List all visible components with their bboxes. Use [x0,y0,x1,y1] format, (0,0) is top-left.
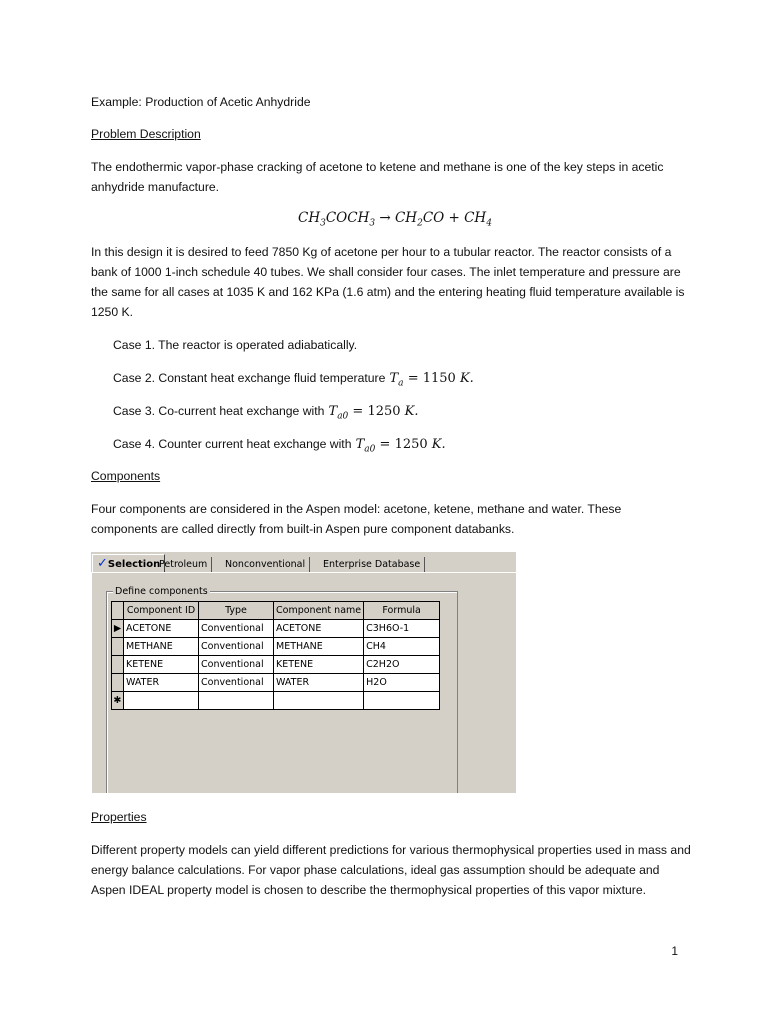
case-3-text: Case 3. Co-current heat exchange with [113,404,325,418]
current-row-arrow-icon: ▶ [112,620,124,638]
case-4-text: Case 4. Counter current heat exchange with [113,437,352,451]
doc-title: Example: Production of Acetic Anhydride [91,95,311,109]
column-header-component-name[interactable]: Component name [274,602,364,620]
tab-selection-label: Selection [107,559,161,570]
row-header-corner [112,602,124,620]
cell-component-id[interactable] [124,692,199,710]
cell-formula[interactable]: C2H2O [364,656,440,674]
tab-divider [91,572,516,573]
tab-nonconventional[interactable]: Nonconventional [221,557,310,572]
cell-component-name[interactable]: KETENE [274,656,364,674]
column-header-formula[interactable]: Formula [364,602,440,620]
cell-formula[interactable] [364,692,440,710]
case-4: Case 4. Counter current heat exchange with $T_{a0} = 1250$ K. [113,437,446,455]
heading-problem-description: Problem Description [91,127,201,141]
new-row-asterisk-icon: ✱ [112,692,124,710]
case-2-text: Case 2. Constant heat exchange fluid temperature [113,371,386,385]
cell-type[interactable]: Conventional [199,674,274,692]
case-4-value: 1250 [394,437,428,452]
checkmark-icon: ✓ [97,556,108,571]
row-header [112,656,124,674]
cell-component-id[interactable]: WATER [124,674,199,692]
define-components-label: Define components [115,586,208,597]
paragraph-properties: Different property models can yield different predictions for various thermophysical properties used in mass and energy balance calculations. For vapor phase calculations, ideal gas assumption should be adequate and Aspen IDEAL property model is chosen to describe the thermophysical properties of this vapor mixture. [91,843,691,897]
row-header [112,674,124,692]
tab-enterprise-database[interactable]: Enterprise Database [319,557,425,572]
new-row[interactable] [112,692,440,710]
paragraph-design: In this design it is desired to feed 7850 Kg of acetone per hour to a tubular reactor. The reactor consists of a bank of 1000 1-inch schedule 40 tubes. We shall consider four cases. The inlet temperature and pressure are the same for all cases at 1035 K and 162 KPa (1.6 atm) and the entering heating fluid temperature available is 1250 K. [91,245,685,319]
table-header-row [112,602,440,620]
case-3: Case 3. Co-current heat exchange with $T_{a0} = 1250$ K. [113,404,419,422]
cell-component-name[interactable] [274,692,364,710]
cell-formula[interactable]: C3H6O-1 [364,620,440,638]
cell-component-name[interactable]: WATER [274,674,364,692]
panel-border [91,572,92,793]
case-2: Case 2. Constant heat exchange fluid temperature $T_a = 1150$ K. [113,371,474,389]
paragraph-components: Four components are considered in the Aspen model: acetone, ketene, methane and water. These components are called directly from built-in Aspen pure component databanks. [91,502,622,536]
cell-component-id[interactable]: KETENE [124,656,199,674]
row-header [112,638,124,656]
tab-strip [91,554,516,574]
cell-type[interactable] [199,692,274,710]
cell-component-name[interactable]: METHANE [274,638,364,656]
reaction-equation: $CH_3COCH_3 \to CH_2CO + CH_4$ [298,210,492,229]
heading-properties: Properties [91,810,147,824]
tab-petroleum[interactable]: Petroleum [155,557,212,572]
table-row[interactable] [112,674,440,692]
table-row[interactable] [112,656,440,674]
cell-type[interactable]: Conventional [199,656,274,674]
table-row[interactable] [112,638,440,656]
case-3-value: 1250 [367,404,401,419]
column-header-type[interactable]: Type [199,602,274,620]
cell-component-id[interactable]: ACETONE [124,620,199,638]
heading-components: Components [91,469,161,483]
cell-formula[interactable]: H2O [364,674,440,692]
case-1: Case 1. The reactor is operated adiabatically. [113,338,358,352]
cell-component-name[interactable]: ACETONE [274,620,364,638]
components-table [111,601,440,710]
cell-type[interactable]: Conventional [199,638,274,656]
page-number: 1 [671,944,678,958]
case-2-value: 1150 [422,371,456,386]
cell-formula[interactable]: CH4 [364,638,440,656]
cell-component-id[interactable]: METHANE [124,638,199,656]
table-row[interactable] [112,620,440,638]
cell-type[interactable]: Conventional [199,620,274,638]
aspen-components-dialog [91,552,516,793]
column-header-component-id[interactable]: Component ID [124,602,199,620]
paragraph-intro: The endothermic vapor-phase cracking of acetone to ketene and methane is one of the key steps in acetic anhydride manufacture. [91,160,664,194]
